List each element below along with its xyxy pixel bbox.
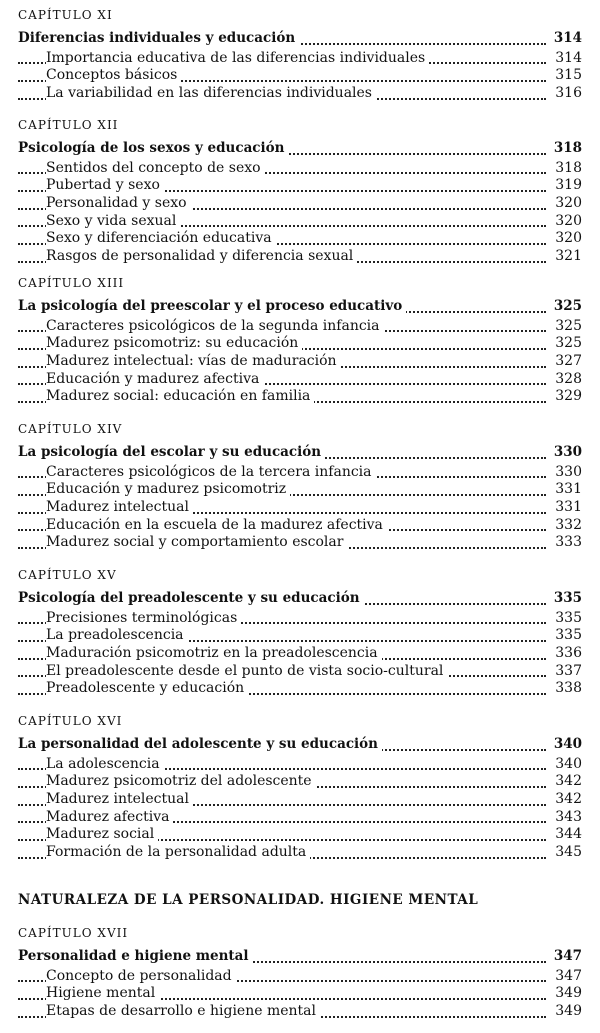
toc-entry bbox=[18, 1003, 582, 1021]
toc-entry bbox=[18, 67, 582, 85]
entry-title: Sentidos del concepto de sexo bbox=[46, 160, 265, 176]
toc-entry bbox=[18, 85, 582, 103]
toc-entry bbox=[18, 627, 582, 645]
entry-title: Educación y madurez psicomotriz bbox=[46, 481, 290, 497]
chapter-label: CAPÍTULO XI bbox=[18, 8, 113, 22]
page-number: 347 bbox=[548, 948, 582, 966]
entry-title: Conceptos básicos bbox=[46, 67, 181, 83]
entry-title: Sexo y vida sexual bbox=[46, 213, 180, 229]
entry-title: Importancia educativa de las diferencias individuales bbox=[46, 50, 429, 66]
page-number: 349 bbox=[548, 1003, 582, 1021]
entry-title: Madurez intelectual bbox=[46, 791, 193, 807]
page-number: 349 bbox=[548, 985, 582, 1003]
page-number: 331 bbox=[548, 481, 582, 499]
entry-title: Madurez intelectual: vías de maduración bbox=[46, 353, 341, 369]
page-number: 331 bbox=[548, 499, 582, 517]
page-number: 320 bbox=[548, 230, 582, 248]
toc-entry bbox=[18, 517, 582, 535]
page-number: 325 bbox=[548, 298, 582, 316]
chapter-title: La psicología del escolar y su educación bbox=[18, 444, 325, 460]
entry-title: Rasgos de personalidad y diferencia sexual bbox=[46, 248, 357, 264]
entry-title: Sexo y diferenciación educativa bbox=[46, 230, 276, 246]
chapter-xvii bbox=[18, 924, 582, 1021]
chapter-title-row bbox=[18, 30, 582, 48]
page-number: 342 bbox=[548, 791, 582, 809]
page-number: 330 bbox=[548, 464, 582, 482]
page-number: 335 bbox=[548, 590, 582, 608]
toc-entry bbox=[18, 464, 582, 482]
page-number: 328 bbox=[548, 371, 582, 389]
toc-entry bbox=[18, 353, 582, 371]
page-number: 335 bbox=[548, 610, 582, 628]
chapter-title: La personalidad del adolescente y su educación bbox=[18, 736, 382, 752]
page-number: 327 bbox=[548, 353, 582, 371]
toc-entry bbox=[18, 844, 582, 862]
entry-title: Madurez intelectual bbox=[46, 499, 193, 515]
toc-entry bbox=[18, 388, 582, 406]
toc-entry bbox=[18, 809, 582, 827]
entry-title: Pubertad y sexo bbox=[46, 177, 164, 193]
chapter-title: La psicología del preescolar y el proceso educativo bbox=[18, 298, 406, 314]
chapter-title: Psicología del preadolescente y su educación bbox=[18, 590, 364, 606]
toc-entry bbox=[18, 213, 582, 231]
page-number: 318 bbox=[548, 160, 582, 178]
toc-entry bbox=[18, 195, 582, 213]
entry-title: Formación de la personalidad adulta bbox=[46, 844, 310, 860]
toc-entry bbox=[18, 371, 582, 389]
page-number: 340 bbox=[548, 736, 582, 754]
page-number: 337 bbox=[548, 663, 582, 681]
chapter-title: Psicología de los sexos y educación bbox=[18, 140, 288, 156]
chapter-title-row bbox=[18, 298, 582, 316]
entry-title: Concepto de personalidad bbox=[46, 968, 236, 984]
toc-entry bbox=[18, 680, 582, 698]
entry-title: Educación y madurez afectiva bbox=[46, 371, 263, 387]
entry-title: La preadolescencia bbox=[46, 627, 188, 643]
entry-title: El preadolescente desde el punto de vista socio-cultural bbox=[46, 663, 447, 679]
entry-title: Higiene mental bbox=[46, 985, 159, 1001]
entry-title: Precisiones terminológicas bbox=[46, 610, 241, 626]
toc-entry bbox=[18, 791, 582, 809]
page-number: 318 bbox=[548, 140, 582, 158]
toc-entry bbox=[18, 610, 582, 628]
chapter-title-row bbox=[18, 590, 582, 608]
page-number: 329 bbox=[548, 388, 582, 406]
toc-entry bbox=[18, 318, 582, 336]
page-number: 333 bbox=[548, 534, 582, 552]
toc-entry bbox=[18, 968, 582, 986]
entry-title: Caracteres psicológicos de la segunda infancia bbox=[46, 318, 384, 334]
toc-entry bbox=[18, 177, 582, 195]
page-number: 338 bbox=[548, 680, 582, 698]
toc-entry bbox=[18, 50, 582, 68]
chapter-label: CAPÍTULO XII bbox=[18, 118, 119, 132]
page-number: 325 bbox=[548, 318, 582, 336]
chapter-title: Personalidad e higiene mental bbox=[18, 948, 253, 964]
page-number: 319 bbox=[548, 177, 582, 195]
page-number: 315 bbox=[548, 67, 582, 85]
toc-entry bbox=[18, 756, 582, 774]
page-number: 345 bbox=[548, 844, 582, 862]
page-number: 320 bbox=[548, 213, 582, 231]
entry-title: Madurez social y comportamiento escolar bbox=[46, 534, 347, 550]
chapter-xi bbox=[18, 6, 582, 103]
chapter-label: CAPÍTULO XVI bbox=[18, 714, 123, 728]
toc-entry bbox=[18, 230, 582, 248]
page-number: 321 bbox=[548, 248, 582, 266]
toc-entry bbox=[18, 160, 582, 178]
page-number: 336 bbox=[548, 645, 582, 663]
entry-title: Caracteres psicológicos de la tercera infancia bbox=[46, 464, 376, 480]
page-number: 344 bbox=[548, 826, 582, 844]
chapter-xv bbox=[18, 566, 582, 698]
chapter-label: CAPÍTULO XV bbox=[18, 568, 117, 582]
toc-entry bbox=[18, 773, 582, 791]
chapter-title-row bbox=[18, 948, 582, 966]
page-number: 340 bbox=[548, 756, 582, 774]
page-number: 347 bbox=[548, 968, 582, 986]
page-number: 335 bbox=[548, 627, 582, 645]
page-number: 325 bbox=[548, 335, 582, 353]
chapter-label: CAPÍTULO XIII bbox=[18, 276, 125, 290]
toc-entry bbox=[18, 499, 582, 517]
entry-title: Preadolescente y educación bbox=[46, 680, 248, 696]
chapter-title-row bbox=[18, 444, 582, 462]
page-number: 332 bbox=[548, 517, 582, 535]
page-number: 342 bbox=[548, 773, 582, 791]
chapter-xii bbox=[18, 116, 582, 266]
toc-entry bbox=[18, 826, 582, 844]
toc-entry bbox=[18, 534, 582, 552]
entry-title: Etapas de desarrollo e higiene mental bbox=[46, 1003, 320, 1019]
entry-title: La adolescencia bbox=[46, 756, 164, 772]
chapter-title-row bbox=[18, 736, 582, 754]
chapter-xvi bbox=[18, 712, 582, 862]
page-number: 330 bbox=[548, 444, 582, 462]
toc-entry bbox=[18, 645, 582, 663]
toc-entry bbox=[18, 335, 582, 353]
chapter-label: CAPÍTULO XVII bbox=[18, 926, 129, 940]
page-number: 320 bbox=[548, 195, 582, 213]
entry-title: Maduración psicomotriz en la preadolescencia bbox=[46, 645, 382, 661]
entry-title: Personalidad y sexo bbox=[46, 195, 191, 211]
entry-title: La variabilidad en las diferencias individuales bbox=[46, 85, 376, 101]
toc-entry bbox=[18, 481, 582, 499]
page-number: 314 bbox=[548, 50, 582, 68]
entry-title: Madurez social bbox=[46, 826, 158, 842]
page-number: 314 bbox=[548, 30, 582, 48]
chapter-label: CAPÍTULO XIV bbox=[18, 422, 123, 436]
toc-entry bbox=[18, 248, 582, 266]
toc-entry bbox=[18, 663, 582, 681]
chapter-xiv bbox=[18, 420, 582, 552]
chapter-xiii bbox=[18, 274, 582, 406]
entry-title: Madurez social: educación en familia bbox=[46, 388, 314, 404]
section-heading: NATURALEZA DE LA PERSONALIDAD. HIGIENE MENTAL bbox=[18, 892, 479, 908]
entry-title: Educación en la escuela de la madurez afectiva bbox=[46, 517, 387, 533]
entry-title: Madurez psicomotriz: su educación bbox=[46, 335, 302, 351]
chapter-title: Diferencias individuales y educación bbox=[18, 30, 299, 46]
chapter-title-row bbox=[18, 140, 582, 158]
page-number: 343 bbox=[548, 809, 582, 827]
entry-title: Madurez afectiva bbox=[46, 809, 173, 825]
toc-entry bbox=[18, 985, 582, 1003]
entry-title: Madurez psicomotriz del adolescente bbox=[46, 773, 316, 789]
page-number: 316 bbox=[548, 85, 582, 103]
